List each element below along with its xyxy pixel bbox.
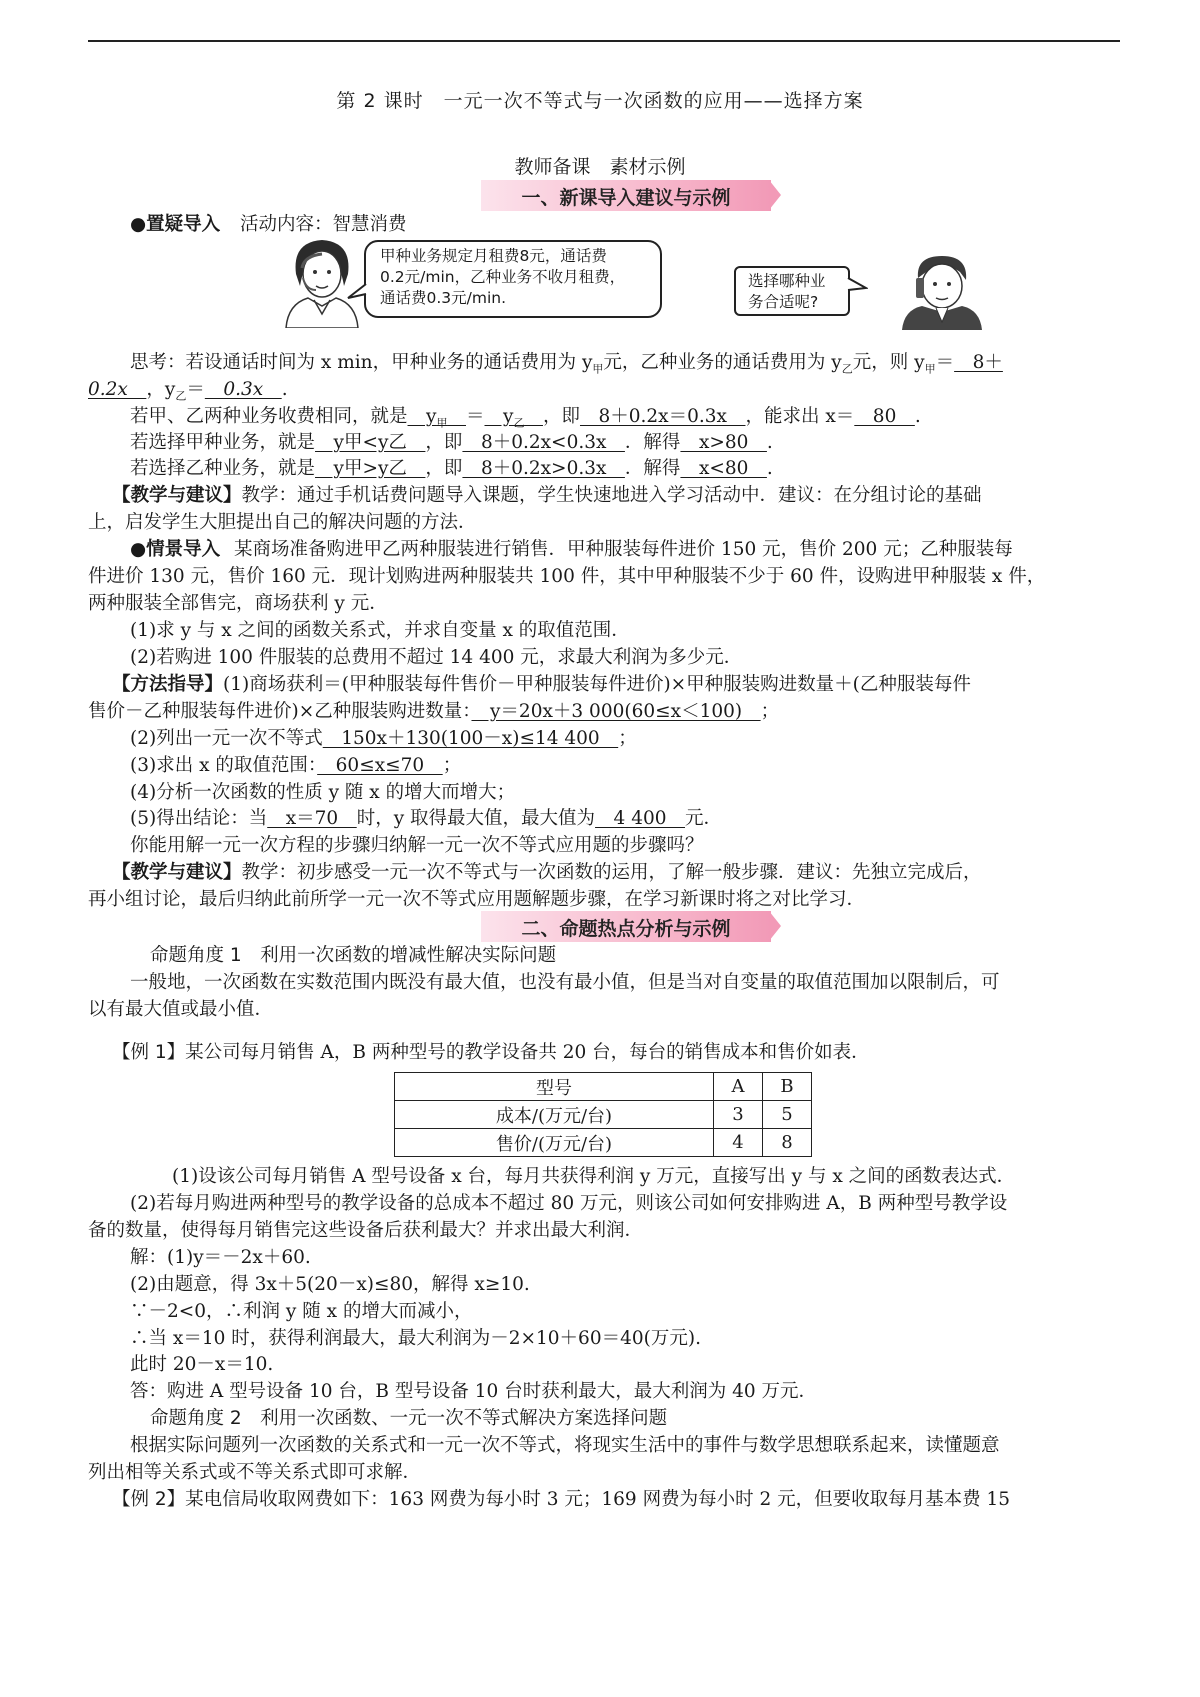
section1-title: 一、新课导入建议与示例 bbox=[521, 187, 731, 209]
answer-line: 答：购进 A 型号设备 10 台，B 型号设备 10 台时获利最大，最大利润为 40 万元． bbox=[130, 1381, 818, 1402]
subscript: 乙 bbox=[175, 389, 187, 403]
text: 元． bbox=[685, 808, 723, 829]
angle-1-line-1: 一般地，一次函数在实数范围内既没有最大值，也没有最小值，但是当对自变量的取值范围加以限制后，可 bbox=[130, 972, 1000, 993]
answer-blank bbox=[407, 406, 466, 430]
subscript: 乙 bbox=[513, 416, 525, 430]
choose-jia-line bbox=[130, 430, 773, 456]
method-label: 【方法指导】 bbox=[112, 674, 224, 695]
angle-1-heading: 命题角度 1 利用一次函数的增减性解决实际问题 bbox=[150, 945, 557, 966]
text: ； bbox=[760, 701, 780, 722]
answer-blank: 8＋ bbox=[954, 352, 1003, 373]
text: ； bbox=[442, 755, 462, 776]
advice-label: 【教学与建议】 bbox=[112, 485, 242, 506]
operator-illustration bbox=[278, 234, 368, 328]
text: . bbox=[766, 432, 773, 453]
text: 元，乙种业务的通话费用为 y bbox=[603, 352, 842, 373]
section2-title: 二、命题热点分析与示例 bbox=[521, 918, 731, 940]
choose-yi-line bbox=[130, 456, 773, 482]
answer-blank: 4 400 bbox=[595, 808, 686, 829]
text: 若选择乙种业务，就是 bbox=[130, 458, 316, 479]
text: ，即 bbox=[425, 432, 463, 453]
example-label: 【例 2】 bbox=[112, 1489, 186, 1510]
text: ＝ bbox=[465, 406, 485, 427]
example-2-line bbox=[112, 1487, 1010, 1513]
text: (1)商场获利＝(甲种服装每件售价－甲种服装每件进价)×甲种服装购进数量＋(乙种服装每件 bbox=[223, 674, 971, 695]
answer-blank: 80 bbox=[854, 406, 915, 427]
example-label: 【例 1】 bbox=[112, 1042, 186, 1063]
ask-line: 你能用解一元一次方程的步骤归纳解一元一次不等式应用题的步骤吗？ bbox=[130, 835, 704, 856]
table-cell: 4 bbox=[714, 1129, 763, 1157]
answer-blank: x<80 bbox=[680, 458, 767, 479]
answer-blank: 0.3x bbox=[204, 379, 282, 400]
subscript: 乙 bbox=[841, 362, 853, 376]
solution-line: 此时 20－x＝10. bbox=[130, 1354, 274, 1375]
subscript: 甲 bbox=[592, 362, 604, 376]
answer-blank: 8＋0.2x<0.3x bbox=[462, 432, 625, 453]
text: ，y bbox=[146, 379, 176, 400]
text: 若选择甲种业务，就是 bbox=[130, 432, 316, 453]
table-header-cell: 型号 bbox=[395, 1073, 714, 1101]
scene-label: ●情景导入 bbox=[130, 539, 221, 560]
bubble-left-tail bbox=[346, 282, 368, 302]
text: ，即 bbox=[542, 406, 580, 427]
table-cell: 8 bbox=[763, 1129, 812, 1157]
answer-blank bbox=[484, 406, 543, 430]
text: . bbox=[914, 406, 921, 427]
text: 元，则 y bbox=[852, 352, 925, 373]
subtitle: 教师备课 素材示例 bbox=[514, 156, 686, 178]
method-line-2 bbox=[88, 699, 779, 725]
section1-banner bbox=[481, 180, 781, 211]
scene-line-3: 两种服装全部售完，商场获利 y 元． bbox=[88, 593, 388, 614]
section2-banner bbox=[481, 911, 781, 942]
text: (5)得出结论：当 bbox=[130, 808, 268, 829]
text: ，即 bbox=[425, 458, 463, 479]
table-cell: 5 bbox=[763, 1101, 812, 1129]
answer-blank: 8＋0.2x＝0.3x bbox=[579, 406, 746, 427]
table-row bbox=[395, 1101, 812, 1129]
subscript: 甲 bbox=[436, 416, 448, 430]
solution-line: ∴当 x＝10 时，获得利润最大，最大利润为－2×10＋60＝40(万元). bbox=[130, 1328, 701, 1349]
answer-blank: y甲<y乙 bbox=[315, 432, 426, 453]
method-line-1 bbox=[112, 672, 971, 698]
advice2-line-2: 再小组讨论，最后归纳此前所学一元一次不等式应用题解题步骤，在学习新课时将之对比学习． bbox=[88, 889, 866, 910]
answer-blank: y＝20x＋3 000(60≤x＜100) bbox=[471, 701, 761, 722]
table-cell: 售价/(万元/台) bbox=[395, 1129, 714, 1157]
step-3 bbox=[130, 753, 461, 779]
table-header-row bbox=[395, 1073, 812, 1101]
text: 售价－乙种服装每件进价)×乙种服装购进数量： bbox=[88, 701, 472, 722]
example-1-line bbox=[112, 1040, 870, 1066]
step-2 bbox=[130, 726, 637, 752]
angle-2-line-2: 列出相等关系式或不等关系式即可求解． bbox=[88, 1462, 422, 1483]
question-2: (2)若购进 100 件服装的总费用不超过 14 400 元，求最大利润为多少元． bbox=[130, 647, 743, 668]
solution-line: 解：(1)y＝－2x＋60. bbox=[130, 1247, 311, 1268]
text: y bbox=[484, 406, 514, 427]
bubble-right-line: 选择哪种业 bbox=[748, 272, 826, 290]
subscript: 甲 bbox=[924, 362, 936, 376]
step-5 bbox=[130, 806, 722, 832]
bubble-left-line: 0.2元/min，乙种业务不收月租费， bbox=[380, 268, 626, 286]
answer-blank: 150x＋130(100－x)≤14 400 bbox=[322, 728, 619, 749]
table-header-cell: B bbox=[763, 1073, 812, 1101]
text: (2)列出一元一次不等式 bbox=[130, 728, 323, 749]
advice1-line-1 bbox=[112, 483, 982, 509]
table-cell: 成本/(万元/台) bbox=[395, 1101, 714, 1129]
bubble-right-line: 务合适呢? bbox=[748, 293, 819, 311]
example-1-question-2-line-1: (2)若每月购进两种型号的教学设备的总成本不超过 80 万元，则该公司如何安排购进 A，B 两种型号教学设 bbox=[130, 1193, 1008, 1214]
answer-blank: 0.2x bbox=[88, 379, 147, 400]
answer-blank: 8＋0.2x>0.3x bbox=[462, 458, 625, 479]
bubble-right-tail bbox=[846, 276, 868, 296]
text: 教学：通过手机话费问题导入课题，学生快速地进入学习活动中．建议：在分组讨论的基础 bbox=[241, 485, 982, 506]
bubble-left-line: 通话费0.3元/min. bbox=[380, 289, 507, 307]
example-1-question-1: (1)设该公司每月销售 A 型号设备 x 台，每月共获得利润 y 万元，直接写出 y 与 x 之间的函数表达式． bbox=[172, 1166, 1016, 1187]
caller-illustration bbox=[892, 252, 988, 330]
text: 时，y 取得最大值，最大值为 bbox=[356, 808, 596, 829]
table-cell: 3 bbox=[714, 1101, 763, 1129]
text: 教学：初步感受一元一次不等式与一次函数的运用，了解一般步骤．建议：先独立完成后， bbox=[241, 862, 982, 883]
text: ＝ bbox=[935, 352, 955, 373]
solution-line: ∵－2<0，∴利润 y 随 x 的增大而减小， bbox=[130, 1301, 473, 1322]
question-1: (1)求 y 与 x 之间的函数关系式，并求自变量 x 的取值范围． bbox=[130, 620, 630, 641]
top-rule bbox=[88, 40, 1120, 42]
text: 某商场准备购进甲乙两种服装进行销售．甲种服装每件进价 150 元，售价 200 元；乙种服装每 bbox=[234, 539, 1013, 560]
answer-blank: x＝70 bbox=[267, 808, 357, 829]
example-1-question-2-line-2: 备的数量，使得每月销售完这些设备后获利最大？并求出最大利润． bbox=[88, 1220, 644, 1241]
scene-line-2: 件进价 130 元，售价 160 元．现计划购进两种服装共 100 件，其中甲种服装不少于 60 件，设购进甲种服装 x 件， bbox=[88, 566, 1046, 587]
angle-1-line-2: 以有最大值或最小值． bbox=[88, 999, 274, 1020]
text: ．解得 bbox=[624, 458, 681, 479]
speech-bubble-right bbox=[734, 266, 850, 316]
text: y bbox=[407, 406, 437, 427]
angle-2-line-1: 根据实际问题列一次函数的关系式和一元一次不等式，将现实生活中的事件与数学思想联系起来，读懂题意 bbox=[130, 1435, 1000, 1456]
answer-blank: x>80 bbox=[680, 432, 767, 453]
table-row bbox=[395, 1129, 812, 1157]
text: . bbox=[766, 458, 773, 479]
advice1-line-2: 上，启发学生大胆提出自己的解决问题的方法． bbox=[88, 512, 477, 533]
text: . bbox=[281, 379, 288, 400]
table-header-cell: A bbox=[714, 1073, 763, 1101]
scene-line-1 bbox=[130, 537, 1013, 563]
lesson-title: 第 2 课时 一元一次不等式与一次函数的应用——选择方案 bbox=[336, 90, 864, 112]
solution-line: (2)由题意，得 3x＋5(20－x)≤80，解得 x≥10. bbox=[130, 1274, 530, 1295]
speech-bubble-left bbox=[364, 240, 662, 318]
text: (3)求出 x 的取值范围： bbox=[130, 755, 318, 776]
angle-2-heading: 命题角度 2 利用一次函数、一元一次不等式解决方案选择问题 bbox=[150, 1408, 668, 1429]
text: ，能求出 x＝ bbox=[745, 406, 855, 427]
answer-blank: 60≤x≤70 bbox=[317, 755, 443, 776]
text: 某公司每月销售 A，B 两种型号的教学设备共 20 台，每台的销售成本和售价如表． bbox=[185, 1042, 870, 1063]
intro-label: ●置疑导入 bbox=[130, 214, 221, 235]
step-4: (4)分析一次函数的性质 y 随 x 的增大而增大； bbox=[130, 782, 516, 803]
answer-blank: y甲>y乙 bbox=[315, 458, 426, 479]
cost-price-table bbox=[394, 1072, 812, 1157]
intro-activity: 活动内容：智慧消费 bbox=[240, 214, 407, 235]
text: ； bbox=[618, 728, 637, 749]
text: 思考：若设通话时间为 x min，甲种业务的通话费用为 y bbox=[130, 352, 593, 373]
advice-label: 【教学与建议】 bbox=[112, 862, 242, 883]
bubble-left-line: 甲种业务规定月租费8元，通话费 bbox=[380, 247, 607, 265]
text: ．解得 bbox=[624, 432, 681, 453]
advice2-line-1 bbox=[112, 860, 982, 886]
text: 某电信局收取网费如下：163 网费为每小时 3 元；169 网费为每小时 2 元，但要收取每月基本费 15 bbox=[185, 1489, 1011, 1510]
text: ＝ bbox=[186, 379, 205, 400]
text: 若甲、乙两种业务收费相同，就是 bbox=[130, 406, 408, 427]
